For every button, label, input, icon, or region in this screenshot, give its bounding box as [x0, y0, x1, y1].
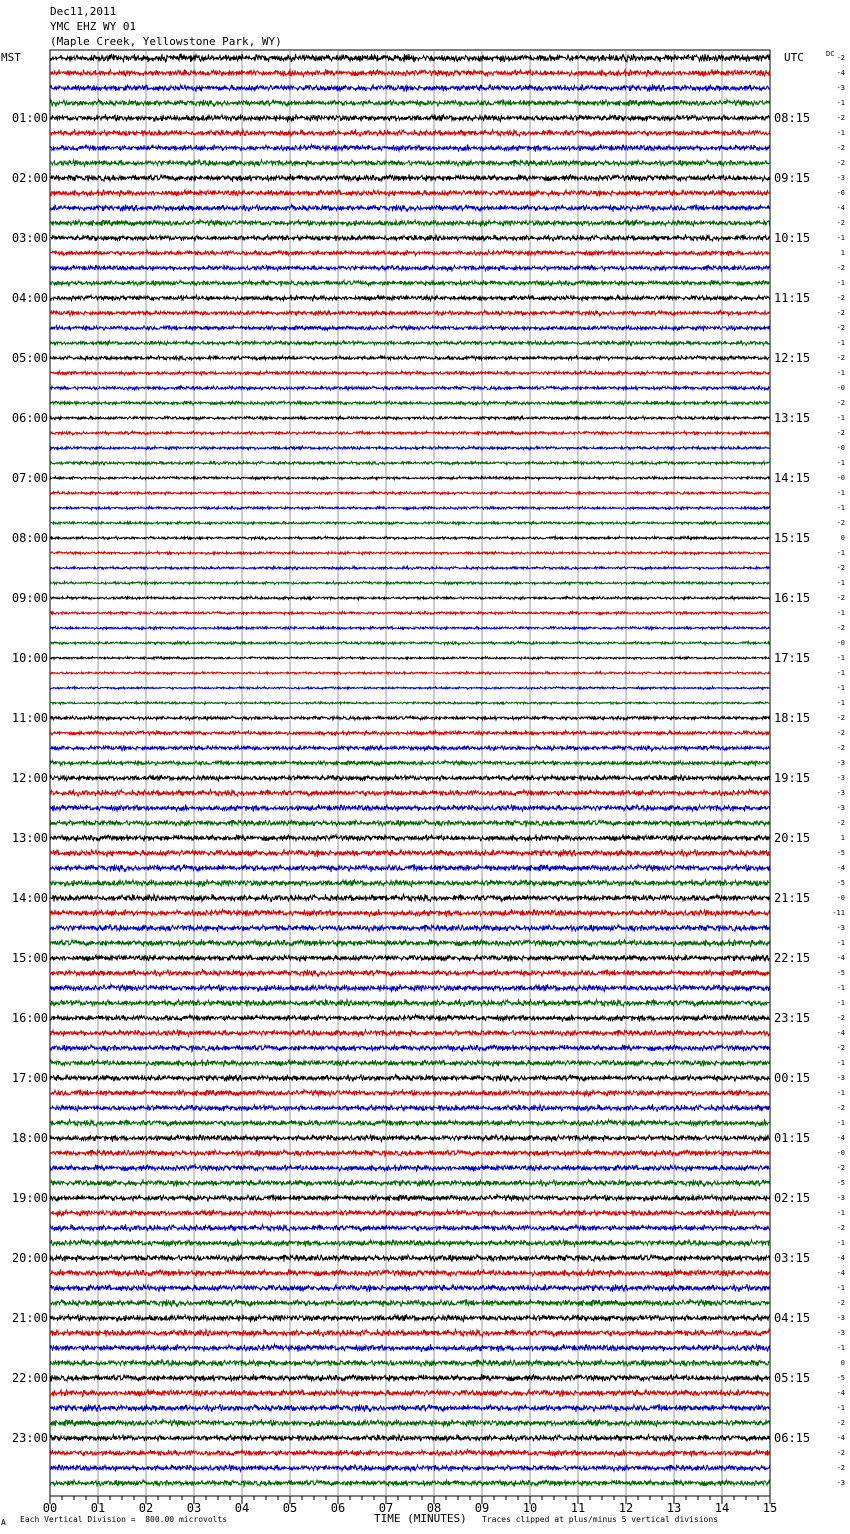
seismic-trace [50, 702, 770, 705]
dc-offset-label: -2 [836, 354, 845, 362]
dc-offset-label: -1 [836, 339, 845, 347]
dc-offset-label: -0 [836, 894, 845, 902]
dc-offset-label: -1 [836, 1239, 845, 1247]
utc-hour-label: 15:15 [774, 531, 811, 545]
seismic-trace [50, 461, 770, 465]
utc-hour-label: 04:15 [774, 1311, 811, 1325]
seismic-trace [50, 566, 770, 569]
mst-hour-label: 19:00 [11, 1191, 48, 1205]
dc-offset-label: -1 [836, 279, 845, 287]
dc-offset-label: -2 [836, 519, 845, 527]
seismic-trace [50, 909, 770, 917]
seismic-trace [50, 1419, 770, 1427]
dc-offset-label: -5 [836, 879, 845, 887]
seismic-trace [50, 849, 770, 857]
x-tick-label: 11 [570, 1501, 586, 1515]
seismic-trace [50, 999, 770, 1007]
seismic-trace [50, 1074, 770, 1081]
dc-offset-label: -2 [836, 219, 845, 227]
seismic-trace [50, 611, 770, 614]
dc-offset-label: -2 [836, 1419, 845, 1427]
seismic-trace [50, 1014, 770, 1021]
seismic-trace [50, 804, 770, 811]
mst-hour-label: 08:00 [11, 531, 48, 545]
seismic-trace [50, 745, 770, 750]
x-tick-label: 03 [186, 1501, 202, 1515]
seismic-trace [50, 1329, 770, 1337]
seismic-trace [50, 340, 770, 345]
mst-hour-label: 18:00 [11, 1131, 48, 1145]
seismic-trace [50, 1344, 770, 1352]
seismic-trace [50, 939, 770, 947]
dc-offset-label: -1 [836, 609, 845, 617]
seismic-trace [50, 1299, 770, 1307]
seismic-trace [50, 1284, 770, 1292]
dc-offset-label: -6 [836, 189, 845, 197]
seismic-trace [50, 295, 770, 301]
x-axis-title: TIME (MINUTES) [374, 1512, 467, 1525]
seismic-trace [50, 879, 770, 887]
seismic-trace [50, 1134, 770, 1141]
left-timezone-label: MST [1, 51, 21, 64]
utc-hour-label: 21:15 [774, 891, 811, 905]
dc-offset-label: -1 [836, 549, 845, 557]
x-tick-label: 09 [474, 1501, 490, 1515]
utc-hour-label: 14:15 [774, 471, 811, 485]
seismic-trace [50, 819, 770, 826]
dc-offset-label: -1 [836, 654, 845, 662]
seismic-trace [50, 386, 770, 390]
seismic-trace [50, 356, 770, 361]
dc-offset-label: -4 [836, 1134, 845, 1142]
dc-offset-label: 0 [840, 1359, 845, 1367]
dc-offset-label: -2 [836, 1464, 845, 1472]
mst-hour-label: 14:00 [11, 891, 48, 905]
dc-offset-label: -2 [836, 729, 845, 737]
seismic-trace [50, 924, 770, 932]
seismic-trace [50, 1374, 770, 1382]
seismic-trace [50, 984, 770, 992]
utc-hour-label: 12:15 [774, 351, 811, 365]
seismic-trace [50, 446, 770, 450]
dc-offset-label: -2 [836, 1044, 845, 1052]
utc-hour-label: 01:15 [774, 1131, 811, 1145]
dc-offset-label: -1 [836, 1344, 845, 1352]
seismic-trace [50, 401, 770, 405]
seismic-trace [50, 760, 770, 766]
mst-hour-label: 03:00 [11, 231, 48, 245]
seismic-trace [50, 219, 770, 226]
x-tick-label: 10 [522, 1501, 538, 1515]
mst-hour-label: 09:00 [11, 591, 48, 605]
clip-note: Traces clipped at plus/minus 5 vertical divisions [482, 1515, 719, 1524]
chart-date: Dec11,2011 [50, 5, 117, 18]
mst-hour-label: 16:00 [11, 1011, 48, 1025]
seismic-trace [50, 894, 770, 902]
dc-offset-label: -1 [836, 699, 845, 707]
utc-hour-label: 13:15 [774, 411, 811, 425]
seismic-trace [50, 1104, 770, 1111]
seismic-trace [50, 551, 770, 554]
seismic-trace [50, 1029, 770, 1036]
dc-offset-label: -5 [836, 1374, 845, 1382]
utc-hour-label: 03:15 [774, 1251, 811, 1265]
dc-offset-label: -2 [836, 564, 845, 572]
seismic-trace [50, 204, 770, 211]
seismic-trace [50, 416, 770, 420]
x-tick-label: 06 [330, 1501, 346, 1515]
seismic-trace [50, 1060, 770, 1067]
mst-hour-label: 17:00 [11, 1071, 48, 1085]
dc-offset-label: -0 [836, 1149, 845, 1157]
dc-offset-label: -4 [836, 204, 845, 212]
seismic-trace [50, 491, 770, 494]
dc-offset-label: -5 [836, 849, 845, 857]
seismic-trace [50, 1314, 770, 1322]
dc-offset-label: -2 [836, 294, 845, 302]
dc-offset-label: -1 [836, 129, 845, 137]
seismic-trace [50, 506, 770, 509]
seismic-trace [50, 1255, 770, 1262]
seismic-trace [50, 775, 770, 781]
seismic-trace [50, 280, 770, 286]
dc-offset-label: -1 [836, 579, 845, 587]
dc-offset-label: -2 [836, 324, 845, 332]
x-tick-label: 13 [666, 1501, 682, 1515]
dc-offset-label: -1 [836, 459, 845, 467]
x-tick-label: 14 [714, 1501, 730, 1515]
seismic-trace [50, 627, 770, 630]
utc-hour-label: 22:15 [774, 951, 811, 965]
dc-offset-label: -1 [836, 1059, 845, 1067]
dc-offset-label: -2 [836, 1449, 845, 1457]
x-tick-label: 08 [426, 1501, 442, 1515]
dc-offset-label: -1 [836, 669, 845, 677]
seismic-trace [50, 1224, 770, 1231]
utc-hour-label: 00:15 [774, 1071, 811, 1085]
dc-offset-label: -2 [836, 54, 845, 62]
dc-offset-label: -4 [836, 1389, 845, 1397]
dc-offset-label: -4 [836, 1254, 845, 1262]
seismic-trace [50, 1239, 770, 1246]
seismic-trace [50, 325, 770, 331]
dc-offset-label: -4 [836, 864, 845, 872]
seismic-trace [50, 731, 770, 736]
dc-offset-label: -2 [836, 309, 845, 317]
utc-hour-label: 19:15 [774, 771, 811, 785]
dc-offset-label: -1 [836, 504, 845, 512]
dc-offset-label: -4 [836, 1029, 845, 1037]
dc-offset-label: -1 [836, 1404, 845, 1412]
dc-offset-label: -1 [836, 234, 845, 242]
mst-hour-label: 07:00 [11, 471, 48, 485]
dc-offset-label: -2 [836, 714, 845, 722]
dc-offset-label: 1 [840, 834, 845, 842]
dc-offset-label: -1 [836, 1089, 845, 1097]
seismic-trace [50, 581, 770, 584]
dc-offset-label: -1 [836, 369, 845, 377]
x-tick-label: 01 [90, 1501, 106, 1515]
seismic-trace [50, 955, 770, 962]
seismic-trace [50, 159, 770, 166]
seismic-trace [50, 716, 770, 720]
utc-hour-label: 09:15 [774, 171, 811, 185]
seismic-trace [50, 657, 770, 660]
dc-offset-label: -2 [836, 159, 845, 167]
mst-hour-label: 23:00 [11, 1431, 48, 1445]
dc-offset-label: -1 [836, 1209, 845, 1217]
station-location: (Maple Creek, Yellowstone Park, WY) [50, 35, 282, 48]
seismic-trace [50, 114, 770, 122]
seismic-trace [50, 99, 770, 106]
dc-offset-label: -2 [836, 399, 845, 407]
mst-hour-label: 21:00 [11, 1311, 48, 1325]
dc-offset-label: -4 [836, 954, 845, 962]
x-tick-label: 05 [282, 1501, 298, 1515]
station-code: YMC EHZ WY 01 [50, 20, 137, 33]
right-timezone-label: UTC [784, 51, 804, 64]
seismic-trace [50, 1464, 770, 1471]
dc-offset-label: -3 [836, 924, 845, 932]
seismic-trace [50, 84, 770, 91]
dc-offset-label: -5 [836, 1179, 845, 1187]
utc-hour-label: 18:15 [774, 711, 811, 725]
seismic-trace [50, 1434, 770, 1441]
dc-offset-label: -2 [836, 429, 845, 437]
x-tick-label: 15 [762, 1501, 778, 1515]
dc-offset-label: -3 [836, 1194, 845, 1202]
seismic-trace [50, 190, 770, 197]
seismic-trace [50, 1359, 770, 1367]
seismic-trace [50, 1194, 770, 1201]
dc-offset-label: -0 [836, 444, 845, 452]
dc-offset-label: -3 [836, 174, 845, 182]
dc-offset-label: -3 [836, 84, 845, 92]
dc-offset-label: 1 [840, 249, 845, 257]
seismic-trace [50, 641, 770, 644]
dc-offset-label: -2 [836, 1104, 845, 1112]
seismic-trace [50, 371, 770, 376]
dc-offset-label: -4 [836, 1269, 845, 1277]
dc-offset-label: -1 [836, 489, 845, 497]
seismic-trace [50, 174, 770, 182]
mst-hour-label: 05:00 [11, 351, 48, 365]
dc-offset-label: -3 [836, 1314, 845, 1322]
dc-offset-label: -0 [836, 384, 845, 392]
dc-offset-label: -2 [836, 114, 845, 122]
utc-hour-label: 05:15 [774, 1371, 811, 1385]
x-tick-label: 12 [618, 1501, 634, 1515]
utc-hour-label: 11:15 [774, 291, 811, 305]
mst-hour-label: 06:00 [11, 411, 48, 425]
dc-offset-label: -2 [836, 1299, 845, 1307]
utc-hour-label: 17:15 [774, 651, 811, 665]
utc-hour-label: 20:15 [774, 831, 811, 845]
mst-hour-label: 12:00 [11, 771, 48, 785]
dc-offset-label: -3 [836, 789, 845, 797]
seismic-trace [50, 521, 770, 524]
dc-offset-label: -3 [836, 774, 845, 782]
label-group [12, 50, 845, 1515]
dc-offset-label: -2 [836, 819, 845, 827]
seismic-trace [50, 1179, 770, 1186]
dc-offset-label: -3 [836, 1074, 845, 1082]
dc-offset-label: -2 [836, 144, 845, 152]
dc-offset-label: -2 [836, 594, 845, 602]
seismic-trace [50, 476, 770, 479]
seismic-trace [50, 1089, 770, 1096]
x-tick-label: 00 [42, 1501, 58, 1515]
utc-hour-label: 16:15 [774, 591, 811, 605]
dc-offset-label: -3 [836, 1479, 845, 1487]
mst-hour-label: 02:00 [11, 171, 48, 185]
seismic-trace [50, 69, 770, 76]
seismic-trace [50, 235, 770, 242]
dc-offset-label: -2 [836, 264, 845, 272]
dc-header-label: DC [826, 50, 835, 58]
dc-offset-label: -2 [836, 744, 845, 752]
seismic-trace [50, 864, 770, 872]
dc-offset-label: -4 [836, 1434, 845, 1442]
seismic-trace [50, 687, 770, 690]
seismic-trace [50, 1210, 770, 1217]
dc-offset-label: 0 [840, 534, 845, 542]
dc-offset-label: -5 [836, 969, 845, 977]
dc-offset-label: -3 [836, 1329, 845, 1337]
dc-offset-label: -3 [836, 759, 845, 767]
seismic-trace [50, 969, 770, 976]
utc-hour-label: 10:15 [774, 231, 811, 245]
seismic-trace [50, 1404, 770, 1412]
seismic-trace [50, 265, 770, 271]
x-tick-label: 04 [234, 1501, 250, 1515]
seismic-trace [50, 1165, 770, 1172]
dc-offset-label: -4 [836, 69, 845, 77]
seismic-trace [50, 53, 770, 62]
x-tick-label: 07 [378, 1501, 394, 1515]
mst-hour-label: 15:00 [11, 951, 48, 965]
dc-offset-label: -2 [836, 1224, 845, 1232]
dc-offset-label: -0 [836, 639, 845, 647]
dc-offset-label: -0 [836, 474, 845, 482]
scale-note: Each Vertical Division = 800.00 microvolts [20, 1515, 228, 1524]
mst-hour-label: 10:00 [11, 651, 48, 665]
seismic-trace [50, 536, 770, 539]
dc-offset-label: -1 [836, 414, 845, 422]
seismic-trace [50, 250, 770, 256]
dc-offset-label: -1 [836, 984, 845, 992]
seismic-trace [50, 431, 770, 435]
mst-hour-label: 13:00 [11, 831, 48, 845]
dc-offset-label: -1 [836, 1284, 845, 1292]
trace-group [50, 53, 770, 1486]
dc-offset-label: -11 [832, 909, 845, 917]
seismic-trace [50, 596, 770, 599]
seismic-trace [50, 789, 770, 796]
utc-hour-label: 02:15 [774, 1191, 811, 1205]
dc-offset-label: -2 [836, 624, 845, 632]
dc-offset-label: -2 [836, 1014, 845, 1022]
seismic-trace [50, 310, 770, 315]
utc-hour-label: 08:15 [774, 111, 811, 125]
mst-hour-label: 20:00 [11, 1251, 48, 1265]
seismic-trace [50, 835, 770, 842]
seismic-trace [50, 672, 770, 675]
seismic-trace [50, 1449, 770, 1456]
seismic-trace [50, 1119, 770, 1126]
utc-hour-label: 06:15 [774, 1431, 811, 1445]
dc-offset-label: -2 [836, 1164, 845, 1172]
dc-offset-label: -1 [836, 99, 845, 107]
dc-offset-label: -1 [836, 999, 845, 1007]
dc-offset-label: -1 [836, 939, 845, 947]
mst-hour-label: 01:00 [11, 111, 48, 125]
dc-offset-label: -3 [836, 804, 845, 812]
dc-offset-label: -1 [836, 1119, 845, 1127]
seismic-trace [50, 1044, 770, 1051]
dc-offset-label: -1 [836, 684, 845, 692]
mst-hour-label: 04:00 [11, 291, 48, 305]
mst-hour-label: 22:00 [11, 1371, 48, 1385]
seismic-trace [50, 1479, 770, 1486]
seismic-trace [50, 129, 770, 136]
seismic-trace [50, 1149, 770, 1156]
x-tick-label: 02 [138, 1501, 154, 1515]
seismic-trace [50, 1390, 770, 1397]
mst-hour-label: 11:00 [11, 711, 48, 725]
seismic-trace [50, 1269, 770, 1276]
corner-mark: A [1, 1518, 6, 1527]
utc-hour-label: 23:15 [774, 1011, 811, 1025]
seismic-trace [50, 144, 770, 151]
